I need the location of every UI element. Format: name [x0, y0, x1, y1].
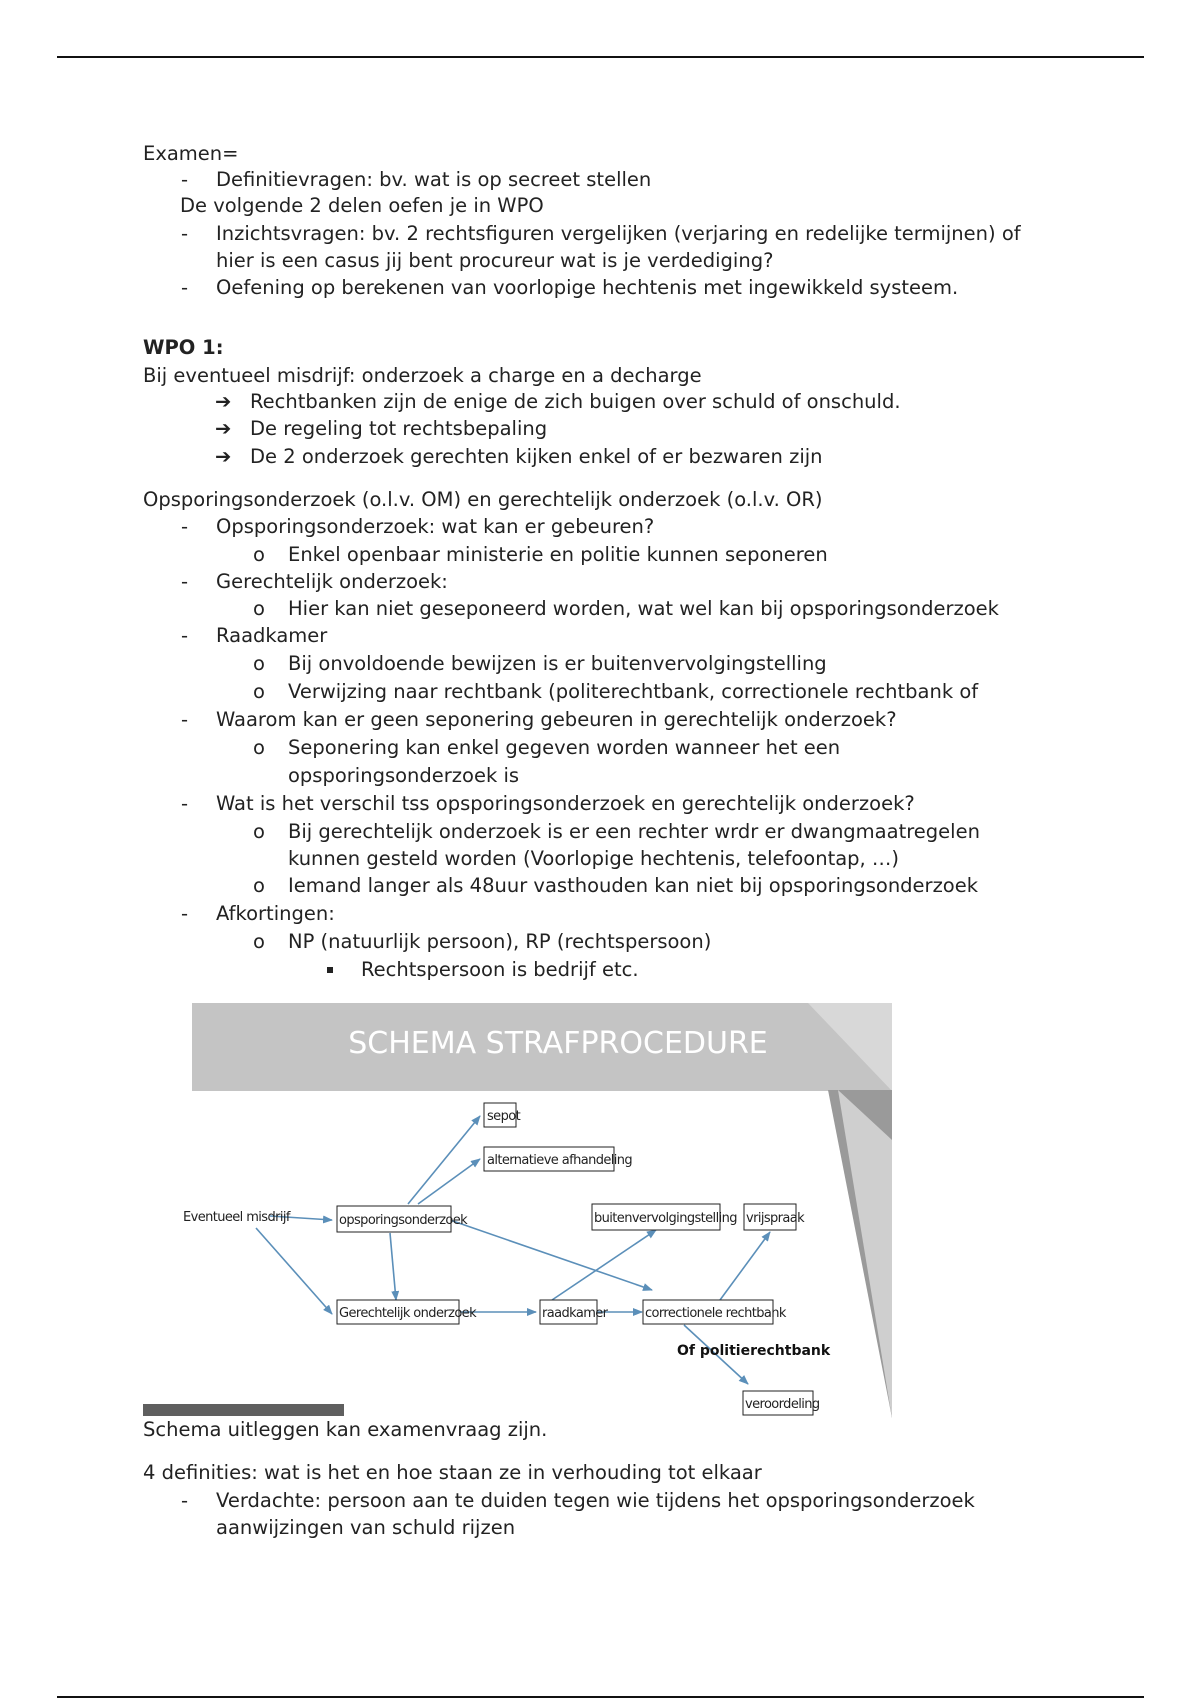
circle-bullet: o: [253, 874, 265, 897]
circle-bullet: o: [253, 652, 265, 675]
exam-definition-item: Definitievragen: bv. wat is op secreet stellen: [216, 168, 652, 191]
node-buitenvervolgingstelling: buitenvervolgingstelling: [594, 1211, 737, 1226]
list-item-cont: kunnen gesteld worden (Voorlopige hechtenis, telefoontap, …): [288, 847, 900, 870]
exam-heading: Examen=: [143, 142, 239, 165]
list-item: Verdachte: persoon aan te duiden tegen wie tijdens het opsporingsonderzoek: [216, 1489, 975, 1512]
node-sepot: sepot: [487, 1109, 521, 1124]
dash-marker: -: [181, 222, 189, 245]
definitions-intro: 4 definities: wat is het en hoe staan ze in verhouding tot elkaar: [143, 1461, 762, 1484]
dash-marker: -: [181, 708, 189, 731]
node-alternatieve-afhandeling: alternatieve afhandeling: [487, 1153, 633, 1168]
exam-insight-item: Inzichtsvragen: bv. 2 rechtsfiguren vergelijken (verjaring en redelijke termijnen) of: [216, 222, 1021, 245]
arrow-bullet-icon: ➔: [215, 417, 232, 440]
list-item: Enkel openbaar ministerie en politie kunnen seponeren: [288, 543, 828, 566]
dash-marker: -: [181, 570, 189, 593]
schema-note: Of politierechtbank: [677, 1343, 831, 1359]
schema-title: SCHEMA STRAFPROCEDURE: [348, 1026, 768, 1061]
dash-marker: -: [181, 276, 189, 299]
node-eventueel-misdrijf: Eventueel misdrijf: [183, 1210, 290, 1225]
list-item: Bij gerechtelijk onderzoek is er een rechter wrdr er dwangmaatregelen: [288, 820, 980, 843]
figure-bottom-bar: [143, 1404, 344, 1416]
wpo1-intro: Bij eventueel misdrijf: onderzoek a charge en a decharge: [143, 364, 702, 387]
arrow-eventueel-gerechtelijk: [256, 1228, 332, 1314]
circle-bullet: o: [253, 597, 265, 620]
list-item: Raadkamer: [216, 624, 328, 647]
circle-bullet: o: [253, 680, 265, 703]
node-correctionele-rechtbank: correctionele rechtbank: [645, 1306, 786, 1321]
list-item: Verwijzing naar rechtbank (politerechtbank, correctionele rechtbank of: [288, 680, 979, 703]
node-raadkamer: raadkamer: [542, 1306, 608, 1321]
list-item-cont: opsporingsonderzoek is: [288, 764, 520, 787]
circle-bullet: o: [253, 820, 265, 843]
exam-wpo-note: De volgende 2 delen oefen je in WPO: [180, 194, 544, 217]
circle-bullet: o: [253, 736, 265, 759]
node-opsporingsonderzoek: opsporingsonderzoek: [339, 1213, 468, 1228]
investigation-intro: Opsporingsonderzoek (o.l.v. OM) en gerechtelijk onderzoek (o.l.v. OR): [143, 488, 823, 511]
node-vrijspraak: vrijspraak: [746, 1211, 805, 1226]
list-item: Iemand langer als 48uur vasthouden kan niet bij opsporingsonderzoek: [288, 874, 979, 897]
wpo1-arrow-item: De 2 onderzoek gerechten kijken enkel of er bezwaren zijn: [250, 445, 823, 468]
list-item: Opsporingsonderzoek: wat kan er gebeuren?: [216, 515, 655, 538]
dash-marker: -: [181, 168, 189, 191]
dash-marker: -: [181, 792, 189, 815]
list-item: NP (natuurlijk persoon), RP (rechtspersoon): [288, 930, 712, 953]
list-item: Seponering kan enkel gegeven worden wanneer het een: [288, 736, 841, 759]
list-item: Hier kan niet geseponeerd worden, wat wel kan bij opsporingsonderzoek: [288, 597, 999, 620]
dash-marker: -: [181, 1489, 189, 1512]
dash-marker: -: [181, 624, 189, 647]
list-item: Waarom kan er geen seponering gebeuren in gerechtelijk onderzoek?: [216, 708, 897, 731]
list-item: Wat is het verschil tss opsporingsonderzoek en gerechtelijk onderzoek?: [216, 792, 915, 815]
arrow-raadkamer-buitenvervolging: [552, 1230, 656, 1300]
list-item: Rechtspersoon is bedrijf etc.: [361, 958, 639, 981]
arrow-bullet-icon: ➔: [215, 390, 232, 413]
arrow-opsporing-sepot: [408, 1116, 480, 1204]
list-item: Afkortingen:: [216, 902, 335, 925]
list-item: Gerechtelijk onderzoek:: [216, 570, 448, 593]
footer-rule: [57, 1696, 1144, 1698]
schema-note-text: Schema uitleggen kan examenvraag zijn.: [143, 1418, 548, 1441]
arrow-opsporing-gerechtelijk: [390, 1233, 396, 1300]
dash-marker: -: [181, 902, 189, 925]
square-bullet: [327, 967, 333, 973]
exam-insight-item-cont: hier is een casus jij bent procureur wat is je verdediging?: [216, 249, 774, 272]
circle-bullet: o: [253, 543, 265, 566]
wpo1-heading: WPO 1:: [143, 336, 224, 359]
arrow-correctionele-vrijspraak: [720, 1232, 770, 1300]
schema-strafprocedure-figure: [180, 1000, 892, 1418]
wpo1-arrow-item: De regeling tot rechtsbepaling: [250, 417, 548, 440]
circle-bullet: o: [253, 930, 265, 953]
node-gerechtelijk-onderzoek: Gerechtelijk onderzoek: [339, 1306, 476, 1321]
node-veroordeling: veroordeling: [745, 1397, 820, 1412]
arrow-bullet-icon: ➔: [215, 445, 232, 468]
wpo1-arrow-item: Rechtbanken zijn de enige de zich buigen over schuld of onschuld.: [250, 390, 901, 413]
header-rule: [57, 56, 1144, 58]
exam-exercise-item: Oefening op berekenen van voorlopige hechtenis met ingewikkeld systeem.: [216, 276, 959, 299]
dash-marker: -: [181, 515, 189, 538]
list-item-cont: aanwijzingen van schuld rijzen: [216, 1516, 516, 1539]
list-item: Bij onvoldoende bewijzen is er buitenvervolgingstelling: [288, 652, 827, 675]
